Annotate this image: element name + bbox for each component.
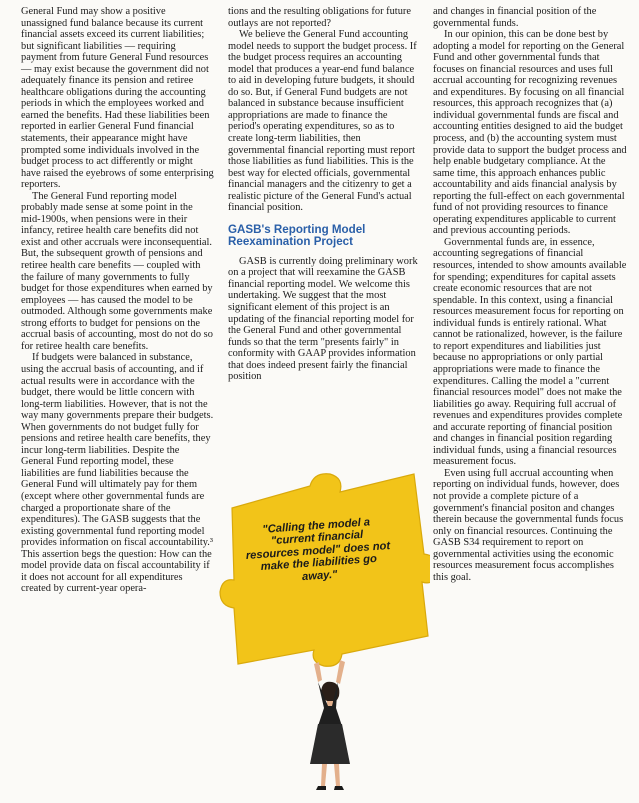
section-heading	[228, 224, 418, 249]
paragraph: Even using full accrual accounting when reporting on individual funds, however, does not provide a complete picture of a government's financial positon and changes therein because the governmental funds focus only on financial resources. Continuing the GASB S34 requirement to report on governmental activities using the economic resources measurement focus accomplishes this goal.	[433, 467, 624, 583]
puzzle-piece-illustration	[218, 468, 430, 798]
column-right	[433, 6, 627, 583]
paragraph: tions and the resulting obligations for future outlays are not reported?	[228, 6, 411, 29]
column-left	[21, 6, 214, 595]
paragraph: GASB is currently doing preliminary work on a project that will reexamine the GASB financial reporting model. We welcome this undertaking. We suggest that the most significant element of this project is an updating of the financial reporting model for the General Fund and other governmental funds so that the term "presents fairly" in conformity with GAAP provides information that does indeed present fairly the financial position	[228, 255, 418, 383]
column-middle	[228, 6, 418, 383]
woman-figure-illustration	[310, 660, 350, 790]
puzzle-illustration	[218, 468, 430, 798]
paragraph: In our opinion, this can be done best by adopting a model for reporting on the General Fund and other governmental funds that focuses on financial resources and uses full accrual accounting for recognizing revenues and expenditures. By focusing on all financial resources, this approach recognizes that (a) individual governmental funds are fiscal and accounting entities designed to aid the budget process, and (b) the accounting system must provide data to support the budget process and help enable budgetary compliance. At the same time, this approach enhances public accountability and aids financial analysis by reporting the full-effect on each governmental fund of not providing resources to finance operating expenditures applicable to current and previous accounting periods.	[433, 29, 627, 237]
paragraph: We believe the General Fund accounting model needs to support the budget process. If the budget process requires an accounting model that produces a year-end fund balance to aid in developing future budgets, it should do so. But, if General Fund budgets are not balanced in substance because insufficient appropriations are made to finance the period's operating expenditures, so as to create long-term liabilities, then governmental financial reporting must report those liabilities as fund liabilities. This is the best way for elected officials, governmental financial managers and the citizenry to get a realistic picture of the General Fund's actual financial position.	[228, 29, 417, 214]
paragraph: The General Fund reporting model probably made sense at some point in the mid-1900s, when pensions were in their infancy, retiree health care benefits did not exist and other accruals were inconsequential. But, the subsequent growth of pensions and retiree health care benefits — coupled with the failure of many governments to fully budget for those expenditures when earned by employees — has caused the model to be outmoded. Although some governments make strong efforts to budget for pensions on the accrual basis of accounting, most do not do so for retiree health care benefits.	[21, 190, 213, 352]
section-heading-line-2: Reexamination Project	[228, 235, 353, 249]
paragraph: General Fund may show a positive unassigned fund balance because its current financial assets exceed its current liabilities; but significant liabilities — requiring payment from future General Fund resources — may exist because the government did not adequately finance its pension and retiree healthcare obligations during the accounting periods in which the employees worked and earned the benefits. Had these liabilities been reported in earlier General Fund financial statements, their appearance might have prompted some individuals involved in the budget process to act differently or might have raised the eyebrows of some enterprising reporters.	[21, 6, 214, 191]
paragraph: If budgets were balanced in substance, using the accrual basis of accounting, and if actual results were in accordance with the budget, there would be little concern with long-term liabilities. However, that is not the way many governments prepare their budgets. When governments do not budget fully for pensions and retiree health care benefits, they incur long-term liabilities. Despite the General Fund reporting model, these liabilities are fund liabilities because the General Fund will ultimately pay for them (except where other governmental funds are charged a proportionate share of the expenditures). The GASB suggests that the existing governmental fund reporting model provides information on fiscal accountability.³ This assertion begs the question: How can the model provide data on fiscal accountability if it does not account for all expenditures created by current-year opera-	[21, 352, 214, 595]
paragraph: Governmental funds are, in essence, accounting segregations of financial resources, intended to show amounts available for spending; expenditures for capital assets create economic resources that are not spendable. In this context, using a financial resources measurement focus for reporting on individual funds is entirely rational. What cannot be rationalized, however, is the failure to report expenditures and liabilities just because no appropriations or only partial appropriations were made to finance the expenditures. Calling the model a "current financial resources model" does not make the liabilities go away. Requiring full accrual of revenues and expenditures provides complete and accurate reporting of financial position and changes in financial position regarding individual funds, using a financial resources measurement focus.	[433, 236, 627, 468]
section-heading-line-1: GASB's Reporting Model	[228, 222, 366, 236]
paragraph: and changes in financial position of the governmental funds.	[433, 6, 597, 29]
pull-quote: "Calling the model a "current financial resources model" does not make the liabilities go away."	[245, 516, 391, 583]
